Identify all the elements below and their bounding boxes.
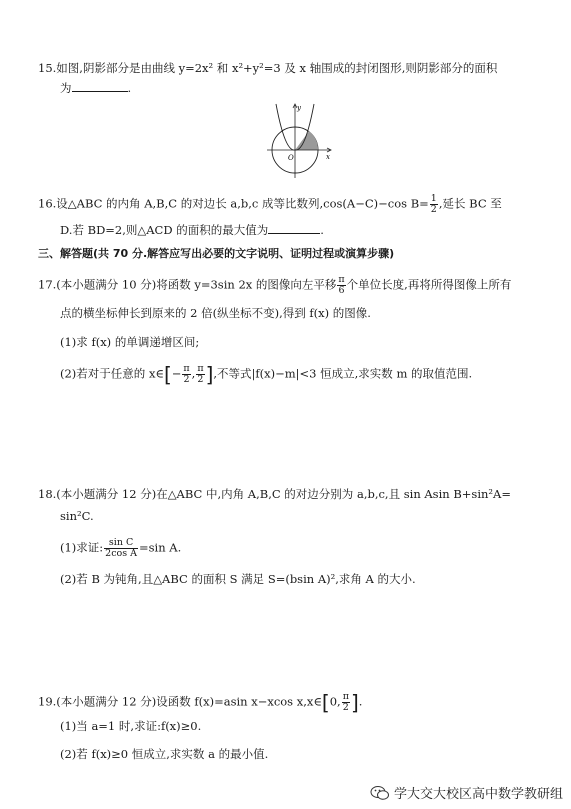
q18-part2: (2)若 B 为钝角,且△ABC 的面积 S 满足 S=(bsin A)²,求角 A 的大小. — [60, 572, 416, 586]
q15-line2-prefix: 为 — [60, 81, 72, 95]
fraction-numerator: π — [338, 274, 345, 285]
q17-line2: 点的横坐标伸长到原来的 2 倍(纵坐标不变),得到 f(x) 的图像. — [60, 306, 371, 320]
q15-line2 — [60, 80, 131, 96]
answer-blank — [268, 223, 320, 234]
left-bracket: [ — [321, 690, 330, 715]
q16-line2-suffix: . — [320, 223, 324, 237]
q19-part1: (1)当 a=1 时,求证:f(x)≥0. — [60, 719, 202, 733]
q19-text-b: . — [358, 694, 363, 709]
q16-text-a: 16.设△ABC 的内角 A,B,C 的对边长 a,b,c 成等比数列,cos(A−C)−cos B= — [38, 196, 429, 211]
q18-part1 — [60, 538, 181, 559]
q17-part2-text-a: (2)若对于任意的 x∈ — [60, 366, 164, 381]
q17-line1 — [38, 275, 511, 296]
fraction-denominator: 2 — [197, 374, 204, 385]
circle-parabola-figure — [265, 100, 335, 180]
right-bracket: ] — [350, 690, 359, 715]
watermark — [370, 783, 563, 802]
fraction-denominator: 2 — [430, 204, 437, 215]
q16-line2-text: D.若 BD=2,则△ACD 的面积的最大值为 — [60, 223, 269, 237]
fraction-numerator: π — [342, 691, 349, 702]
q15-line2-suffix: . — [127, 81, 132, 95]
q17-text-a: 17.(本小题满分 10 分)将函数 y=3sin 2x 的图像向左平移 — [38, 277, 337, 292]
q16-line2 — [60, 222, 324, 238]
fraction-upper — [196, 364, 204, 385]
origin-label: O — [288, 154, 294, 162]
q17-part2-text-b: ,不等式|f(x)−m|<3 恒成立,求实数 m 的取值范围. — [213, 366, 473, 381]
axis-label-x: x — [326, 153, 330, 161]
q17-part1: (1)求 f(x) 的单调递增区间; — [60, 335, 200, 349]
q18-part1-text-a: (1)求证: — [60, 540, 104, 555]
q16-line1 — [38, 194, 502, 215]
axis-label-y: y — [297, 104, 301, 112]
q16-text-b: ,延长 BC 至 — [438, 196, 502, 211]
fraction-denominator: 6 — [338, 285, 345, 296]
fraction-denominator: 2 — [183, 374, 190, 385]
left-bracket: [ — [163, 362, 172, 387]
fraction-sinC-2cosA — [104, 538, 138, 559]
fraction-numerator: π — [183, 363, 190, 374]
q19-text-a: 19.(本小题满分 12 分)设函数 f(x)=asin x−xcos x,x∈ — [38, 694, 322, 709]
q18-part1-text-b: =sin A. — [139, 540, 182, 555]
fraction-denominator: 2cos A — [105, 548, 138, 559]
fraction-half — [430, 194, 438, 215]
fraction-pi-2 — [342, 692, 350, 713]
section-heading: 三、解答题(共 70 分.解答应写出必要的文字说明、证明过程或演算步骤) — [38, 247, 395, 260]
q15-line1: 15.如图,阴影部分是由曲线 y=2x² 和 x²+y²=3 及 x 轴围成的封闭图形,则阴影部分的面积 — [38, 61, 498, 75]
q19-part2: (2)若 f(x)≥0 恒成立,求实数 a 的最小值. — [60, 747, 269, 761]
q18-line1: 18.(本小题满分 12 分)在△ABC 中,内角 A,B,C 的对边分别为 a,b,c,且 sin Asin B+sin²A= — [38, 487, 511, 501]
fraction-pi-6 — [337, 275, 345, 296]
interval-lower: 0, — [329, 694, 341, 709]
fraction-numerator: sin C — [104, 538, 138, 549]
right-bracket: ] — [205, 362, 214, 387]
fraction-numerator: 1 — [430, 193, 437, 204]
wechat-icon — [370, 785, 390, 801]
watermark-text: 学大交大校区高中数学教研组 — [393, 787, 563, 802]
q17-part2: (2)若对于任意的 x∈[− $\frac{\pi}{2}$ , $\frac{\pi}{2}$ ],不等式|f(x)−m|<3 恒成立,求实数 m 的取值范围. — [60, 362, 473, 387]
fraction-numerator: π — [197, 363, 204, 374]
answer-blank — [72, 81, 128, 92]
q17-text-b: 个单位长度,再将所得图像上所有 — [346, 277, 512, 292]
fraction-denominator: 2 — [342, 702, 349, 713]
fraction-lower — [182, 364, 190, 385]
q19-line1 — [38, 692, 362, 713]
q18-line2: sin²C. — [60, 509, 94, 523]
